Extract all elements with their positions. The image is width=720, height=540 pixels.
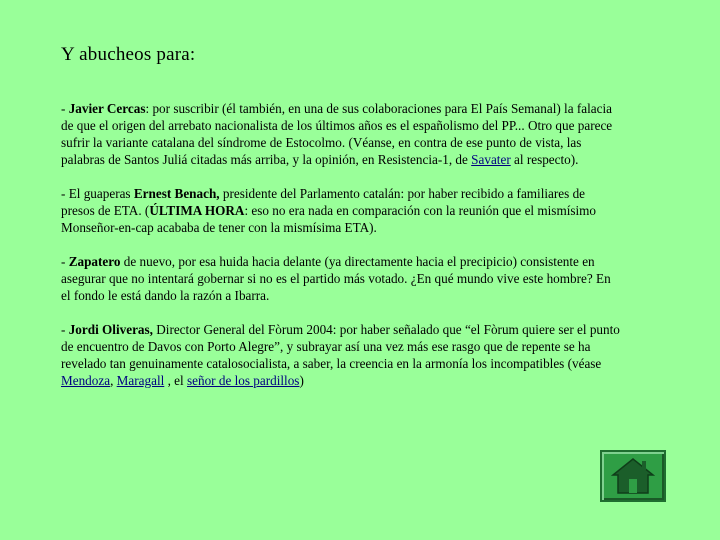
link-senor-de-los-pardillos[interactable]: señor de los pardillos (187, 373, 300, 388)
person-name: Jordi Oliveras, (68, 322, 153, 337)
link-savater[interactable]: Savater (471, 152, 511, 167)
paragraph-text: de nuevo, por esa huida hacia delante (ya directamente hacia el precipicio) consistente en asegurar que no intentará gobernar si no es el partido más votado. ¿En qué mundo vive este hombre? En el fondo le está dando la razón a Ibarra. (61, 254, 611, 303)
ultima-hora-label: ÚLTIMA HORA (149, 203, 245, 218)
paragraph-cercas (61, 100, 621, 168)
paragraph-text: ) (299, 373, 304, 388)
page-title: Y abucheos para: (61, 44, 196, 65)
dash: - (61, 322, 69, 337)
person-name: Javier Cercas (68, 101, 146, 116)
content (61, 100, 621, 406)
person-name: Zapatero (68, 254, 121, 269)
paragraph-oliveras (61, 321, 621, 389)
paragraph-text: al respecto). (510, 152, 579, 167)
person-name: Ernest Benach, (133, 186, 220, 201)
home-icon (611, 457, 655, 495)
paragraph-zapatero (61, 253, 621, 304)
home-button[interactable] (600, 450, 666, 502)
paragraph-text: : eso no era nada en comparación con la reunión que el mismísimo Monseñor-en-cap acababa de tener con la mismísima ETA). (61, 203, 597, 235)
dash: - (61, 101, 69, 116)
link-mendoza[interactable]: Mendoza (61, 373, 111, 388)
dash: - (61, 254, 69, 269)
link-maragall[interactable]: Maragall (116, 373, 165, 388)
paragraph-text: : por suscribir (él también, en una de sus colaboraciones para El País Semanal) la falacia de que el origen del arrebato nacionalista de los últimos años es el españolismo del PP... Otro que parece sufrir la variante catalana del síndrome de Estocolmo. (Véanse, en contra de ese punto de vista, las palabras de Santos Juliá citadas más arriba, y la opinión, en Resistencia-1, de (61, 101, 613, 167)
paragraph-text: presidente del Parlamento catalán: por haber recibido a familiares de presos de ETA. ( (61, 186, 586, 218)
paragraph-text: Director General del Fòrum 2004: por haber señalado que “el Fòrum quiere ser el punto de encuentro de Davos con Porto Alegre”, y subrayar así una vez más ese rasgo que de repente se ha revelado tan genuinamente catalosocialista, a saber, la creencia en la armonía los incompatibles (véase (61, 322, 620, 371)
dash: - El guaperas (61, 186, 134, 201)
separator: , (110, 373, 117, 388)
paragraph-benach (61, 185, 621, 236)
separator: , el (164, 373, 187, 388)
